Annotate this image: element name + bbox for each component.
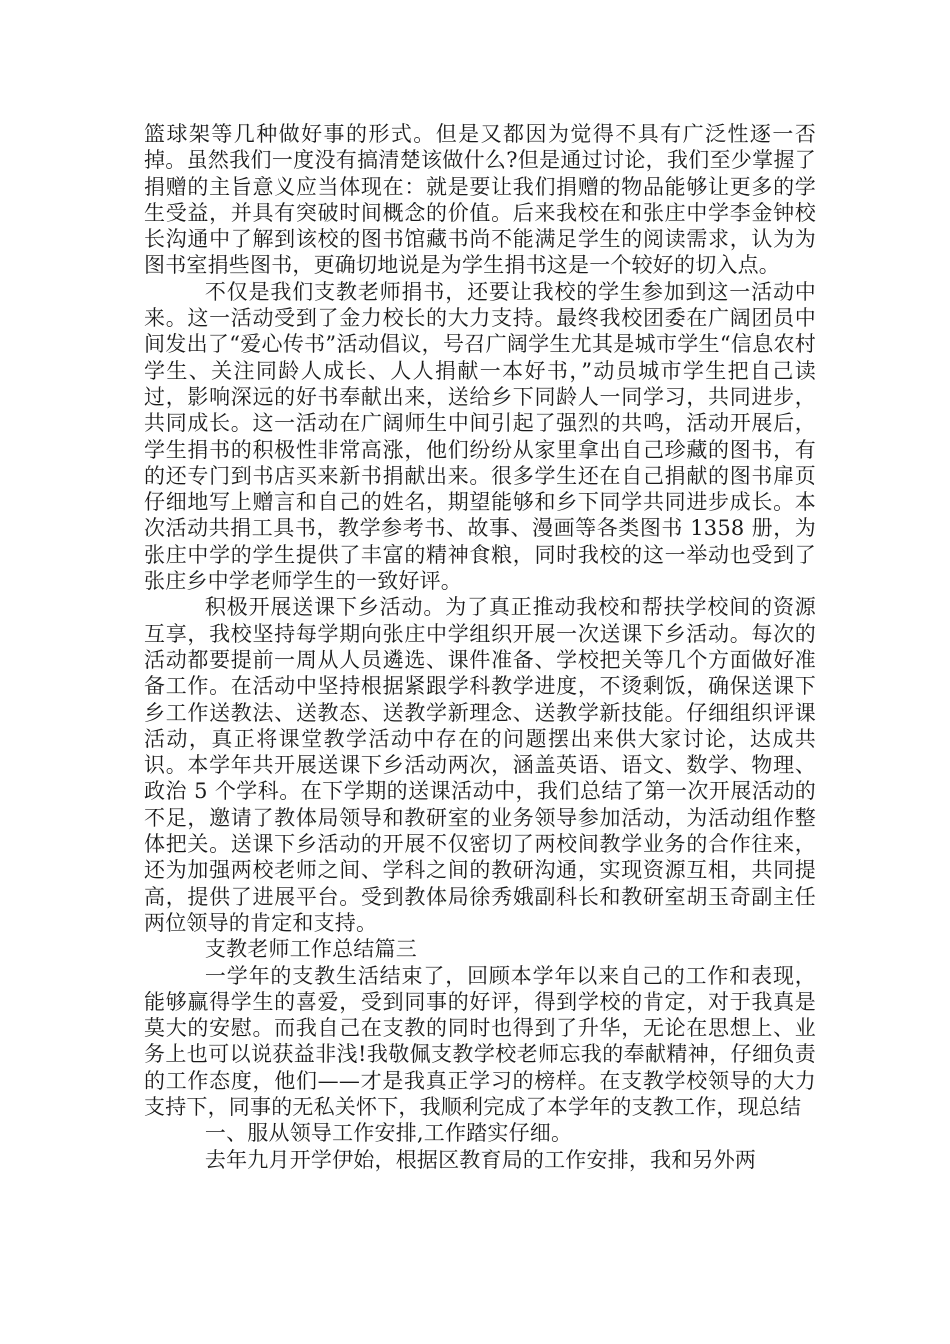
- paragraph-4: 一学年的支教生活结束了，回顾本学年以来自己的工作和表现，能够赢得学生的喜爱，受到同事的好评，得到学校的肯定，对于我真是莫大的安慰。而我自己在支教的同时也得到了升华，无论在思想上、业务上也可以说获益非浅!我敬佩支教学校老师忘我的奉献精神，仔细负责的工作态度，他们——才是我真正学习的榜样。在支教学校领导的大力支持下，同事的无私关怀下，我顺利完成了本学年的支教工作，现总结: [144, 963, 816, 1119]
- paragraph-2: 不仅是我们支教老师捐书，还要让我校的学生参加到这一活动中来。这一活动受到了金力校长的大力支持。最终我校团委在广阔团员中间发出了“爱心传书”活动倡议，号召广阔学生尤其是城市学生“信息农村学生、关注同龄人成长、人人捐献一本好书，”动员城市学生把自己读过，影响深远的好书奉献出来，送给乡下同龄人一同学习，共同进步，共同成长。这一活动在广阔师生中间引起了强烈的共鸣，活动开展后，学生捐书的积极性非常高涨，他们纷纷从家里拿出自己珍藏的图书，有的还专门到书店买来新书捐献出来。很多学生还在自己捐献的图书扉页仔细地写上赠言和自己的姓名，期望能够和乡下同学共同进步成长。本次活动共捐工具书，教学参考书、故事、漫画等各类图书 1358 册，为张庄中学的学生提供了丰富的精神食粮，同时我校的这一举动也受到了张庄乡中学老师学生的一致好评。: [144, 279, 816, 594]
- subheading: 一、服从领导工作安排,工作踏实仔细。: [204, 1121, 573, 1146]
- paragraph-1: 篮球架等几种做好事的形式。但是又都因为觉得不具有广泛性逐一否掉。虽然我们一度没有搞清楚该做什么?但是通过讨论，我们至少掌握了捐赠的主旨意义应当体现在：就是要让我们捐赠的物品能够让更多的学生受益，并具有突破时间概念的价值。后来我校在和张庄中学李金钟校长沟通中了解到该校的图书馆藏书尚不能满足学生的阅读需求，认为为图书室捐些图书，更确切地说是为学生捐书这是一个较好的切入点。: [144, 122, 816, 278]
- document-body: [144, 121, 816, 1173]
- section-title: 支教老师工作总结篇三: [204, 937, 417, 962]
- paragraph-5: 去年九月开学伊始，根据区教育局的工作安排，我和另外两: [204, 1147, 757, 1172]
- paragraph-3: 积极开展送课下乡活动。为了真正推动我校和帮扶学校间的资源互享，我校坚持每学期向张庄中学组织开展一次送课下乡活动。每次的活动都要提前一周从人员遴选、课件准备、学校把关等几个方面做好准备工作。在活动中坚持根据紧跟学科教学进度，不烫剩饭，确保送课下乡工作送教法、送教态、送教学新理念、送教学新技能。仔细组织评课活动，真正将课堂教学活动中存在的问题摆出来供大家讨论，达成共识。本学年共开展送课下乡活动两次，涵盖英语、语文、数学、物理、政治 5 个学科。在下学期的送课活动中，我们总结了第一次开展活动的不足，邀请了教体局领导和教研室的业务领导参加活动，为活动组作整体把关。送课下乡活动的开展不仅密切了两校间教学业务的合作往来，还为加强两校老师之间、学科之间的教研沟通，实现资源互相，共同提高，提供了进展平台。受到教体局徐秀娥副科长和教研室胡玉奇副主任两位领导的肯定和支持。: [144, 595, 816, 935]
